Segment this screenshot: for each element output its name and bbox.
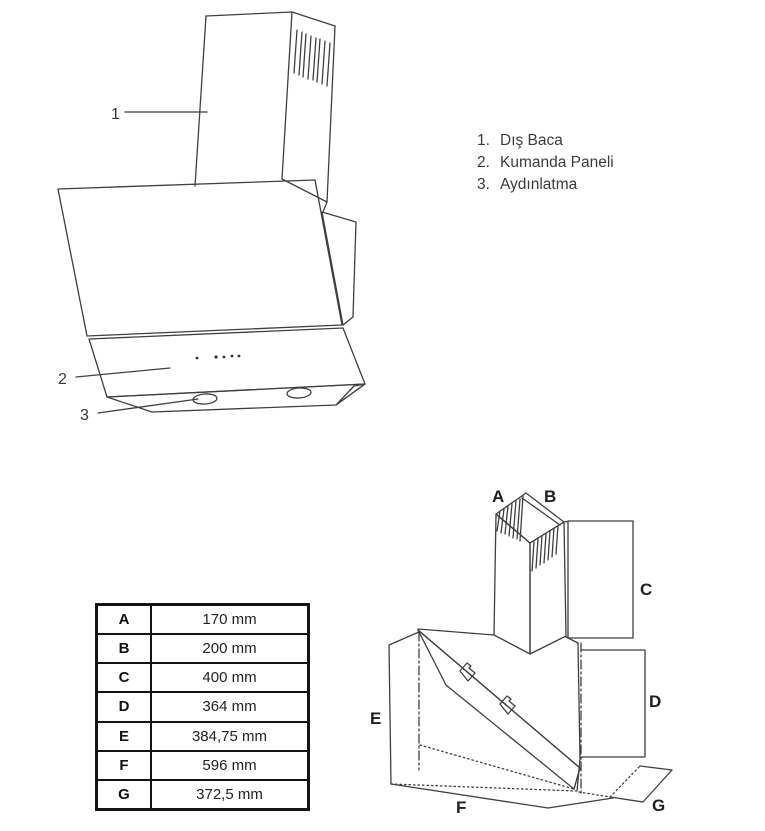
- dim-value-cell: 596 mm: [151, 751, 309, 780]
- legend-item-number: 2.: [477, 154, 490, 171]
- table-row: [97, 634, 309, 663]
- dim-value-cell: 200 mm: [151, 634, 309, 663]
- callout-3-label: 3: [80, 407, 89, 424]
- parts-legend: [477, 130, 614, 196]
- legend-item-label: Aydınlatma: [500, 176, 578, 193]
- lamp-right-icon: [287, 387, 312, 399]
- vent-grille-icon: [294, 30, 330, 86]
- dim-key-cell: C: [97, 663, 152, 692]
- legend-item-number: 3.: [477, 176, 490, 193]
- dim-label-f: F: [456, 798, 467, 817]
- callout-2-label: 2: [58, 371, 67, 388]
- dim-key-cell: A: [97, 605, 152, 635]
- dim-value-cell: 364 mm: [151, 692, 309, 721]
- d-dimension: [581, 650, 661, 757]
- dim-key-cell: G: [97, 780, 152, 810]
- legend-item: [477, 174, 614, 196]
- hood-illustration: [40, 3, 380, 435]
- dim-key-cell: D: [97, 692, 152, 721]
- dimension-diagram: [370, 483, 765, 828]
- hood-underside: [107, 384, 365, 412]
- callout-2-line: [76, 368, 170, 377]
- dim-label-d: D: [649, 692, 662, 711]
- dim-value-cell: 372,5 mm: [151, 780, 309, 810]
- dim-label-e: E: [370, 709, 382, 728]
- dim-key-cell: B: [97, 634, 152, 663]
- dim-label-a: A: [492, 487, 505, 506]
- glass-slab: [418, 630, 580, 789]
- chimney-iso: [494, 493, 566, 654]
- table-row: [97, 605, 309, 635]
- dim-key-cell: E: [97, 722, 152, 751]
- table-row: [97, 692, 309, 721]
- callout-1: [111, 106, 207, 123]
- callout-1-label: 1: [111, 106, 120, 123]
- hood-body: [418, 629, 581, 793]
- legend-item: [477, 152, 614, 174]
- control-dots-icon: [196, 355, 241, 360]
- dim-label-g: G: [652, 796, 666, 815]
- table-row: [97, 722, 309, 751]
- table-row: [97, 751, 309, 780]
- dim-key-cell: F: [97, 751, 152, 780]
- e-dimension-plane: [389, 632, 419, 784]
- table-row: [97, 780, 309, 810]
- dim-label-c: C: [640, 580, 653, 599]
- dim-value-cell: 400 mm: [151, 663, 309, 692]
- legend-item-label: Kumanda Paneli: [500, 154, 614, 171]
- table-row: [97, 663, 309, 692]
- legend-item-number: 1.: [477, 132, 490, 149]
- dim-label-b: B: [544, 487, 557, 506]
- dim-value-cell: 384,75 mm: [151, 722, 309, 751]
- dim-value-cell: 170 mm: [151, 605, 309, 635]
- c-dimension: [564, 521, 652, 638]
- vent-grille-side-icon: [532, 526, 558, 571]
- dimensions-table: [95, 603, 310, 811]
- legend-item-label: Dış Baca: [500, 132, 563, 149]
- legend-item: [477, 130, 614, 152]
- glass-panel: [58, 180, 342, 336]
- callout-2: [58, 368, 170, 388]
